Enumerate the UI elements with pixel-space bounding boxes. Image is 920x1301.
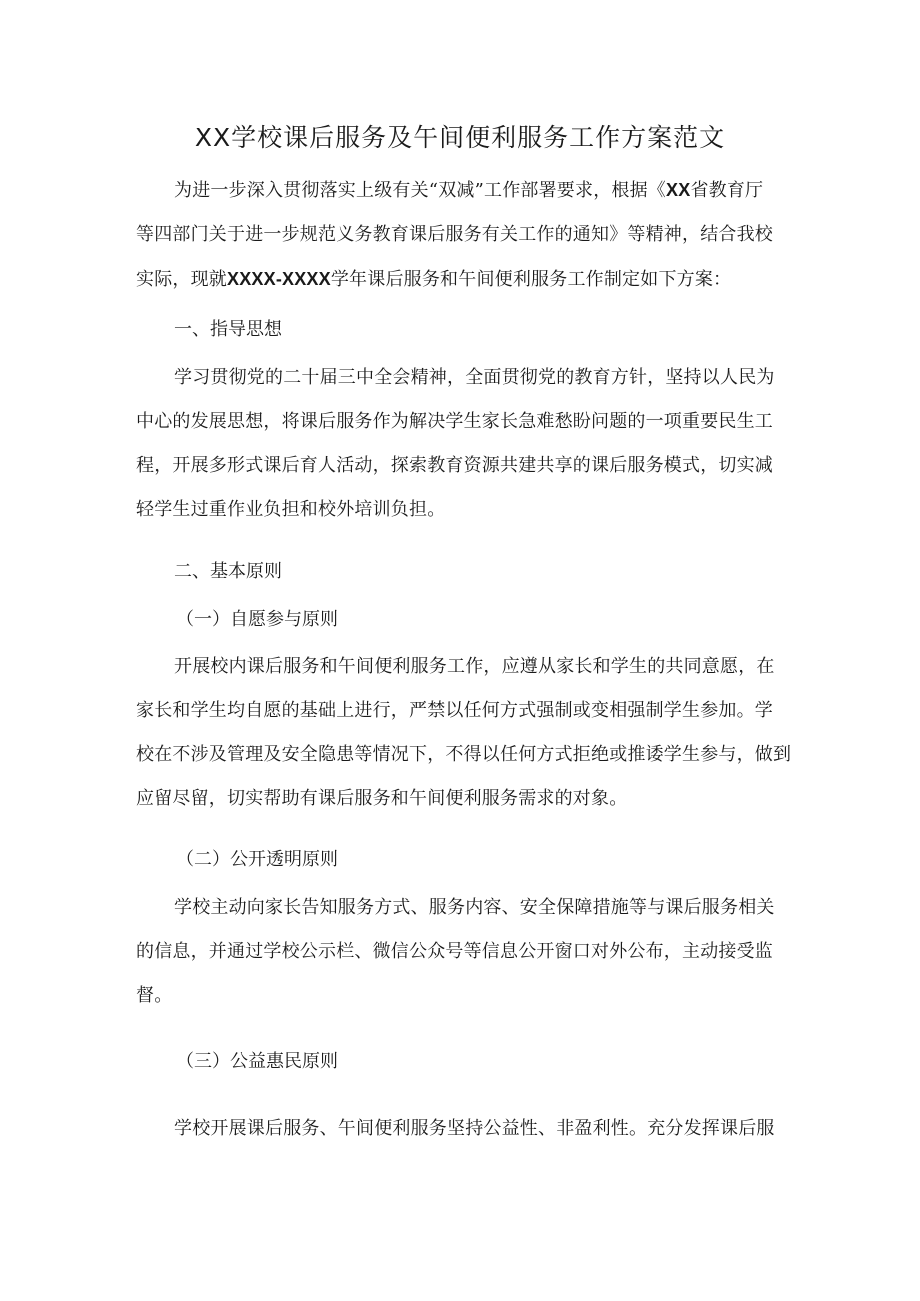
- sub1-line: 校在不涉及管理及安全隐患等情况下，不得以任何方式拒绝或推诿学生参与，做到: [136, 744, 792, 765]
- section1-line: 轻学生过重作业负担和校外培训负担。: [136, 499, 446, 520]
- sub2-line: 的信息，并通过学校公示栏、微信公众号等信息公开窗口对外公布，主动接受监: [136, 941, 773, 962]
- intro-line-1: 为进一步深入贯彻落实上级有关“双减”工作部署要求，根据《XX省教育厅: [174, 180, 764, 201]
- document-title: XX学校课后服务及午间便利服务工作方案范文: [194, 123, 726, 152]
- subheading-voluntary-participation: （一）自愿参与原则: [176, 609, 338, 630]
- sub2-line: 督。: [136, 985, 173, 1006]
- subheading-public-welfare: （三）公益惠民原则: [176, 1051, 338, 1072]
- section1-line: 中心的发展思想，将课后服务作为解决学生家长急难愁盼问题的一项重要民生工: [136, 411, 773, 432]
- sub2-paragraph: [136, 886, 786, 1018]
- school-year-placeholder: XXXX-XXXX: [227, 269, 331, 289]
- intro-paragraph: [136, 168, 786, 302]
- sub3-line: 学校开展课后服务、午间便利服务坚持公益性、非盈利性。充分发挥课后服: [174, 1118, 775, 1139]
- sub3-paragraph: [136, 1107, 786, 1151]
- sub2-line: 学校主动向家长告知服务方式、服务内容、安全保障措施等与课后服务相关: [174, 897, 775, 918]
- section1-line: 学习贯彻党的二十届三中全会精神，全面贯彻党的教育方针，坚持以人民为: [174, 367, 775, 388]
- subheading-transparency: （二）公开透明原则: [176, 849, 338, 870]
- sub1-line: 应留尽留，切实帮助有课后服务和午间便利服务需求的对象。: [136, 788, 628, 809]
- intro-line-3: 实际，现就XXXX-XXXX学年课后服务和午间便利服务工作制定如下方案：: [136, 269, 732, 290]
- sub1-line: 家长和学生均自愿的基础上进行，严禁以任何方式强制或变相强制学生参加。学: [136, 700, 773, 721]
- section1-line: 程，开展多形式课后育人活动，探索教育资源共建共享的课后服务模式，切实减: [136, 455, 773, 476]
- section1-paragraph: [136, 356, 786, 532]
- section-heading-basic-principles: 二、基本原则: [174, 561, 282, 582]
- section-heading-guiding-ideology: 一、指导思想: [174, 319, 282, 340]
- intro-line-2: 等四部门关于进一步规范义务教育课后服务有关工作的通知》等精神，结合我校: [136, 224, 773, 245]
- sub1-line: 开展校内课后服务和午间便利服务工作，应遵从家长和学生的共同意愿，在: [174, 656, 775, 677]
- province-placeholder: XX: [666, 180, 691, 200]
- sub1-paragraph: [136, 645, 792, 821]
